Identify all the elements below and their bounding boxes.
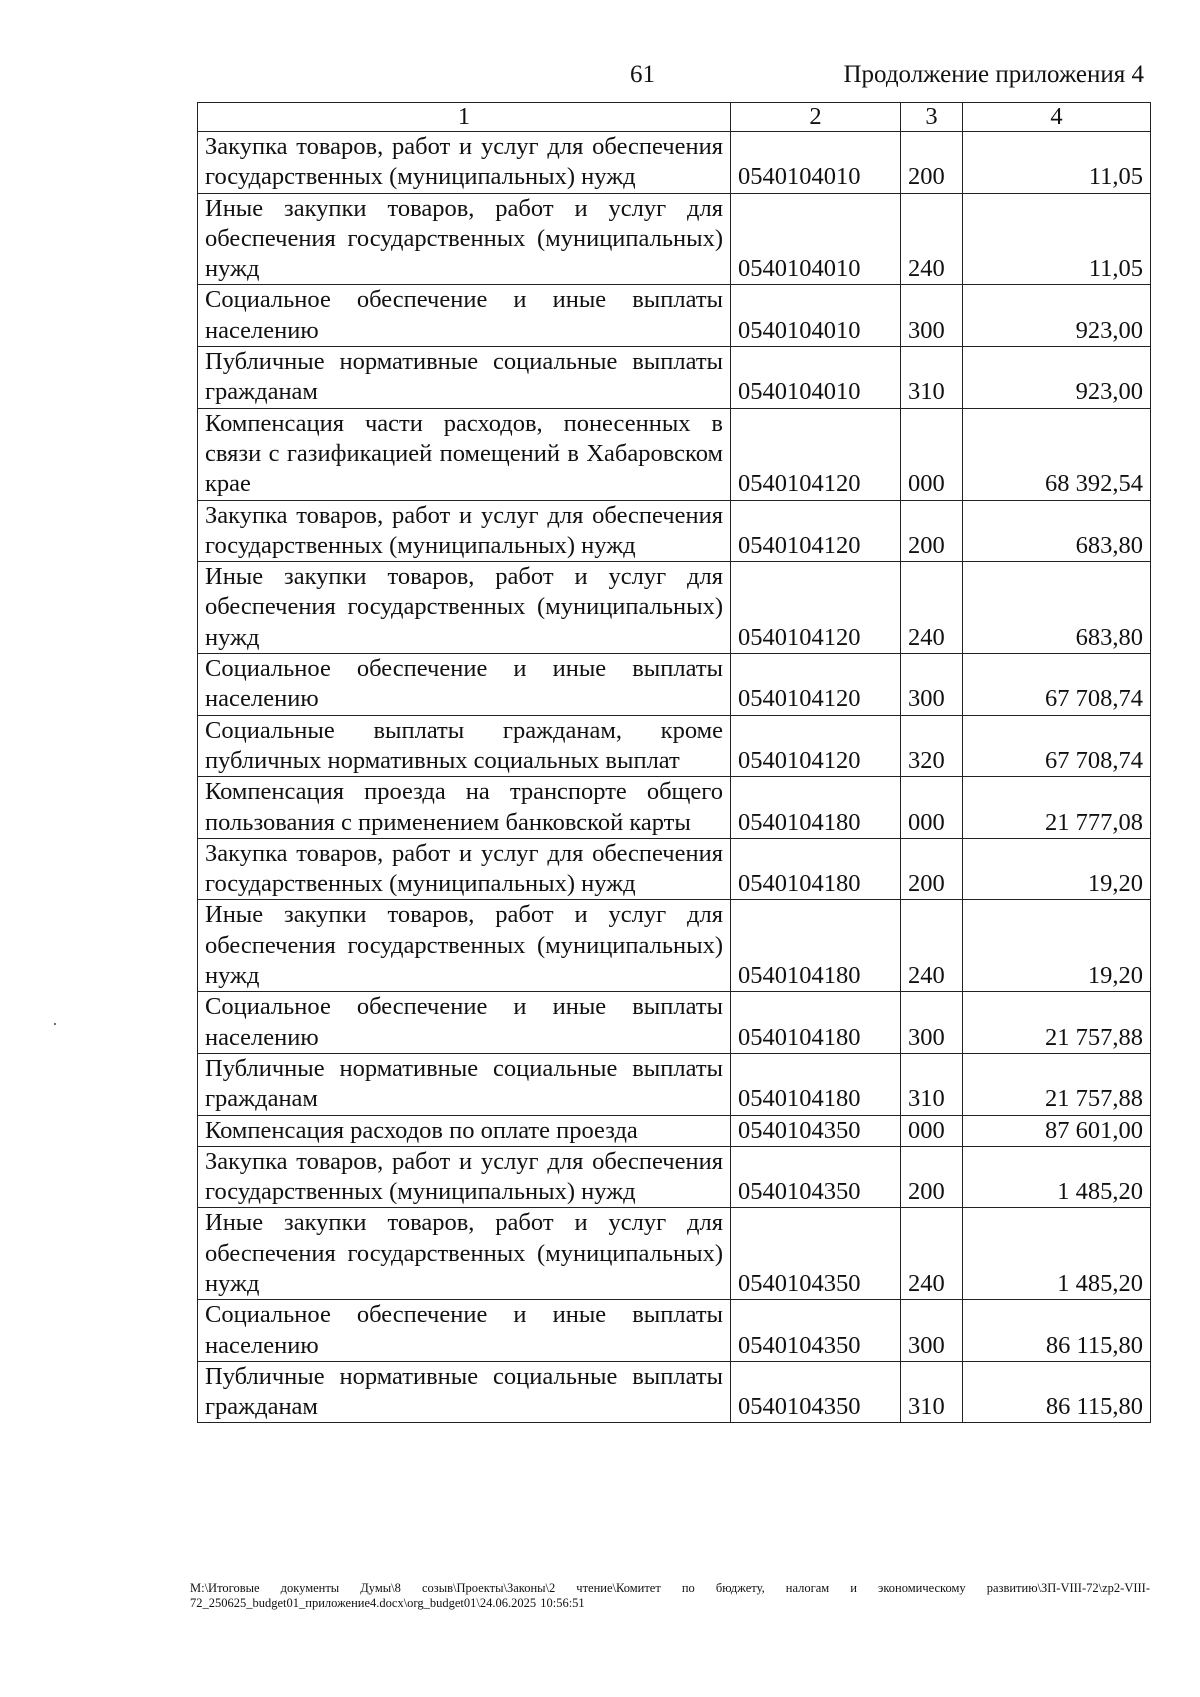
- row-amount-cell: 67 708,74: [963, 715, 1151, 777]
- row-name-cell: Компенсация части расходов, понесенных в связи с газификацией помещений в Хабаровском крае: [198, 408, 731, 500]
- row-amount-cell: 923,00: [963, 347, 1151, 409]
- row-amount-cell: 86 115,80: [963, 1300, 1151, 1362]
- row-amount-cell: 1 485,20: [963, 1208, 1151, 1300]
- table-row: [198, 654, 1151, 716]
- row-type-cell: 200: [901, 500, 963, 562]
- row-code-cell: 0540104350: [731, 1300, 901, 1362]
- row-name-cell: Закупка товаров, работ и услуг для обеспечения государственных (муниципальных) нужд: [198, 132, 731, 194]
- row-type-cell: 310: [901, 347, 963, 409]
- row-type-cell: 240: [901, 193, 963, 285]
- table-header-row: [198, 103, 1151, 132]
- table-row: [198, 992, 1151, 1054]
- table-row: [198, 838, 1151, 900]
- row-type-cell: 200: [901, 1146, 963, 1208]
- table-row: [198, 193, 1151, 285]
- scan-artifact-dot: [54, 1023, 56, 1025]
- row-type-cell: 000: [901, 408, 963, 500]
- row-code-cell: 0540104180: [731, 777, 901, 839]
- row-type-cell: 310: [901, 1053, 963, 1115]
- row-code-cell: 0540104180: [731, 838, 901, 900]
- row-name-cell: Социальное обеспечение и иные выплаты населению: [198, 992, 731, 1054]
- row-type-cell: 300: [901, 992, 963, 1054]
- page-number: 61: [630, 61, 655, 88]
- row-name-cell: Социальное обеспечение и иные выплаты населению: [198, 1300, 731, 1362]
- row-amount-cell: 68 392,54: [963, 408, 1151, 500]
- row-amount-cell: 1 485,20: [963, 1146, 1151, 1208]
- table-row: [198, 500, 1151, 562]
- row-amount-cell: 21 757,88: [963, 1053, 1151, 1115]
- row-code-cell: 0540104120: [731, 500, 901, 562]
- column-header-type: 3: [901, 103, 963, 132]
- table-row: [198, 1146, 1151, 1208]
- row-type-cell: 310: [901, 1361, 963, 1423]
- table-row: [198, 900, 1151, 992]
- row-amount-cell: 11,05: [963, 132, 1151, 194]
- row-code-cell: 0540104120: [731, 654, 901, 716]
- row-code-cell: 0540104120: [731, 715, 901, 777]
- row-type-cell: 300: [901, 285, 963, 347]
- row-code-cell: 0540104010: [731, 132, 901, 194]
- row-amount-cell: 19,20: [963, 900, 1151, 992]
- row-code-cell: 0540104180: [731, 1053, 901, 1115]
- table-row: [198, 408, 1151, 500]
- row-name-cell: Иные закупки товаров, работ и услуг для обеспечения государственных (муниципальных) нужд: [198, 193, 731, 285]
- row-type-cell: 240: [901, 1208, 963, 1300]
- row-name-cell: Закупка товаров, работ и услуг для обеспечения государственных (муниципальных) нужд: [198, 1146, 731, 1208]
- table-row: [198, 715, 1151, 777]
- row-name-cell: Закупка товаров, работ и услуг для обеспечения государственных (муниципальных) нужд: [198, 500, 731, 562]
- row-name-cell: Публичные нормативные социальные выплаты гражданам: [198, 1361, 731, 1423]
- row-code-cell: 0540104010: [731, 285, 901, 347]
- row-name-cell: Иные закупки товаров, работ и услуг для обеспечения государственных (муниципальных) нужд: [198, 562, 731, 654]
- document-file-path: M:\Итоговые документы Думы\8 созыв\Проекты\Законы\2 чтение\Комитет по бюджету, налогам и экономическому развитию\ЗП-VIII-72\zp2-VIII-72_250625_budget01_приложение4.docx\org_budget01\24.06.2025 10:56:51: [190, 1581, 1150, 1610]
- row-type-cell: 240: [901, 900, 963, 992]
- row-name-cell: Социальное обеспечение и иные выплаты населению: [198, 285, 731, 347]
- row-code-cell: 0540104180: [731, 992, 901, 1054]
- row-name-cell: Компенсация расходов по оплате проезда: [198, 1115, 731, 1146]
- row-amount-cell: 683,80: [963, 562, 1151, 654]
- column-header-amount: 4: [963, 103, 1151, 132]
- row-code-cell: 0540104350: [731, 1146, 901, 1208]
- row-amount-cell: 683,80: [963, 500, 1151, 562]
- table-row: [198, 777, 1151, 839]
- table-row: [198, 1053, 1151, 1115]
- row-type-cell: 000: [901, 1115, 963, 1146]
- row-type-cell: 300: [901, 654, 963, 716]
- row-name-cell: Публичные нормативные социальные выплаты гражданам: [198, 347, 731, 409]
- row-type-cell: 300: [901, 1300, 963, 1362]
- row-type-cell: 320: [901, 715, 963, 777]
- table-row: [198, 347, 1151, 409]
- table-row: [198, 1361, 1151, 1423]
- row-code-cell: 0540104350: [731, 1361, 901, 1423]
- row-amount-cell: 21 777,08: [963, 777, 1151, 839]
- row-amount-cell: 21 757,88: [963, 992, 1151, 1054]
- row-code-cell: 0540104010: [731, 193, 901, 285]
- row-amount-cell: 86 115,80: [963, 1361, 1151, 1423]
- budget-table: [197, 102, 1151, 1423]
- row-amount-cell: 67 708,74: [963, 654, 1151, 716]
- row-amount-cell: 87 601,00: [963, 1115, 1151, 1146]
- row-code-cell: 0540104120: [731, 562, 901, 654]
- row-type-cell: 240: [901, 562, 963, 654]
- table-row: [198, 1115, 1151, 1146]
- row-name-cell: Социальные выплаты гражданам, кроме публичных нормативных социальных выплат: [198, 715, 731, 777]
- row-type-cell: 000: [901, 777, 963, 839]
- row-name-cell: Социальное обеспечение и иные выплаты населению: [198, 654, 731, 716]
- table-row: [198, 1208, 1151, 1300]
- row-amount-cell: 11,05: [963, 193, 1151, 285]
- row-type-cell: 200: [901, 838, 963, 900]
- row-name-cell: Закупка товаров, работ и услуг для обеспечения государственных (муниципальных) нужд: [198, 838, 731, 900]
- table-row: [198, 285, 1151, 347]
- table-body: [198, 132, 1151, 1423]
- row-code-cell: 0540104120: [731, 408, 901, 500]
- row-amount-cell: 19,20: [963, 838, 1151, 900]
- row-name-cell: Публичные нормативные социальные выплаты гражданам: [198, 1053, 731, 1115]
- row-type-cell: 200: [901, 132, 963, 194]
- row-code-cell: 0540104350: [731, 1115, 901, 1146]
- column-header-code: 2: [731, 103, 901, 132]
- column-header-name: 1: [198, 103, 731, 132]
- row-name-cell: Иные закупки товаров, работ и услуг для обеспечения государственных (муниципальных) нужд: [198, 900, 731, 992]
- row-code-cell: 0540104350: [731, 1208, 901, 1300]
- table-row: [198, 132, 1151, 194]
- table-row: [198, 1300, 1151, 1362]
- row-amount-cell: 923,00: [963, 285, 1151, 347]
- row-code-cell: 0540104180: [731, 900, 901, 992]
- row-code-cell: 0540104010: [731, 347, 901, 409]
- row-name-cell: Компенсация проезда на транспорте общего пользования с применением банковской карты: [198, 777, 731, 839]
- row-name-cell: Иные закупки товаров, работ и услуг для обеспечения государственных (муниципальных) нужд: [198, 1208, 731, 1300]
- table-row: [198, 562, 1151, 654]
- appendix-continuation-label: Продолжение приложения 4: [843, 61, 1144, 88]
